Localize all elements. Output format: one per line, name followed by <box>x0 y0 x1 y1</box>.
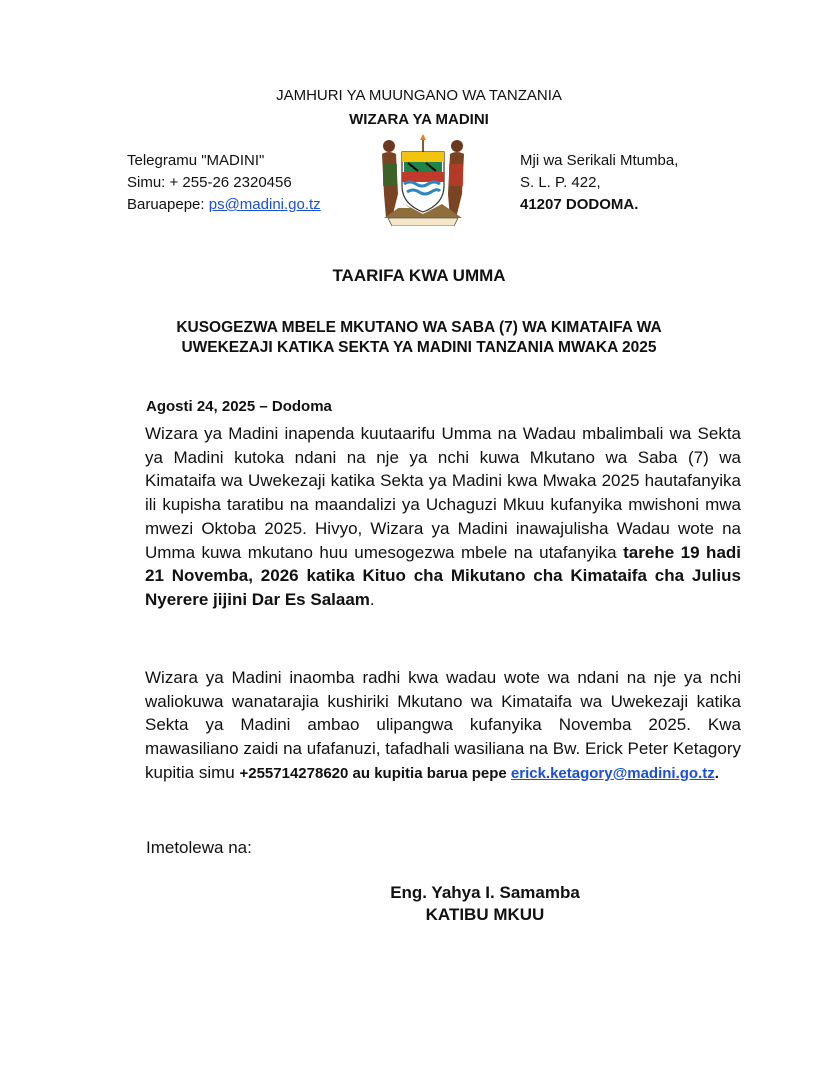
press-release-title: TAARIFA KWA UMMA <box>332 266 506 285</box>
paragraph-2 <box>145 666 741 786</box>
paragraph-1-end: . <box>369 589 375 609</box>
email-label: Baruapepe: <box>127 196 209 213</box>
signer-name: Eng. Yahya I. Samamba <box>390 883 580 902</box>
paragraph-2-text: Wizara ya Madini inaomba radhi kwa wadau wote wa ndani na nje ya nchi waliokuwa wanatarajia kushiriki Mkutano wa Kimataifa wa Uwekezaji katika Sekta ya Madini ambao ulipangwa kufanyika Novemba 2025. Kwa mawasiliano zaidi na ufafanuzi, tafadhali wasiliana na Bw. Erick Peter Ketagory kupitia simu <box>145 668 741 782</box>
address-line-2: S. L. P. 422, <box>520 174 601 191</box>
paragraph-1 <box>145 422 741 612</box>
press-release-subtitle <box>0 318 838 358</box>
address-line-1: Mji wa Serikali Mtumba, <box>520 152 679 169</box>
dateline: Agosti 24, 2025 – Dodoma <box>146 398 332 415</box>
coat-of-arms-icon <box>374 134 472 226</box>
telegram-line: Telegramu "MADINI" <box>127 152 265 169</box>
paragraph-2-end: . <box>714 764 719 782</box>
paragraph-2-bold: +255714278620 au kupitia barua pepe <box>239 764 511 782</box>
subtitle-line-2: UWEKEZAJI KATIKA SEKTA YA MADINI TANZANIA MWAKA 2025 <box>181 339 657 356</box>
contact-email-link[interactable]: erick.ketagory@madini.go.tz <box>510 764 715 782</box>
signature-block <box>380 882 590 926</box>
left-contact-block <box>127 150 321 216</box>
right-contact-block <box>520 150 678 216</box>
phone-line: Simu: + 255-26 2320456 <box>127 174 292 191</box>
government-name: JAMHURI YA MUUNGANO WA TANZANIA <box>276 87 562 104</box>
paragraph-1-text: Wizara ya Madini inapenda kuutaarifu Umma na Wadau mbalimbali wa Sekta ya Madini kutoka ndani na nje ya nchi kuwa Mkutano wa Saba (7) wa Kimataifa wa Uwekezaji katika Sekta ya Madini kwa Mwaka 2025 hautafanyika ili kupisha taratibu na maandalizi ya Uchaguzi Mkuu kufanyika mwishoni mwa mwezi Oktoba 2025. Hivyo, Wizara ya Madini inawajulisha Wadau wote na Umma kuwa mkutano huu umesogezwa mbele na utafanyika <box>145 424 741 562</box>
paragraph-1-bold: tarehe 19 hadi 21 Novemba, 2026 katika Kituo cha Mikutano cha Kimataifa cha Julius Nyerere jijini Dar Es Salaam <box>145 542 742 609</box>
address-line-3: 41207 DODOMA. <box>520 196 639 213</box>
ministry-name: WIZARA YA MADINI <box>349 111 489 128</box>
signer-title: KATIBU MKUU <box>425 905 545 924</box>
issued-by-label: Imetolewa na: <box>146 838 252 857</box>
subtitle-line-1: KUSOGEZWA MBELE MKUTANO WA SABA (7) WA KIMATAIFA WA <box>176 319 662 336</box>
ministry-email-link[interactable]: ps@madini.go.tz <box>208 196 321 213</box>
email-line <box>127 194 321 216</box>
